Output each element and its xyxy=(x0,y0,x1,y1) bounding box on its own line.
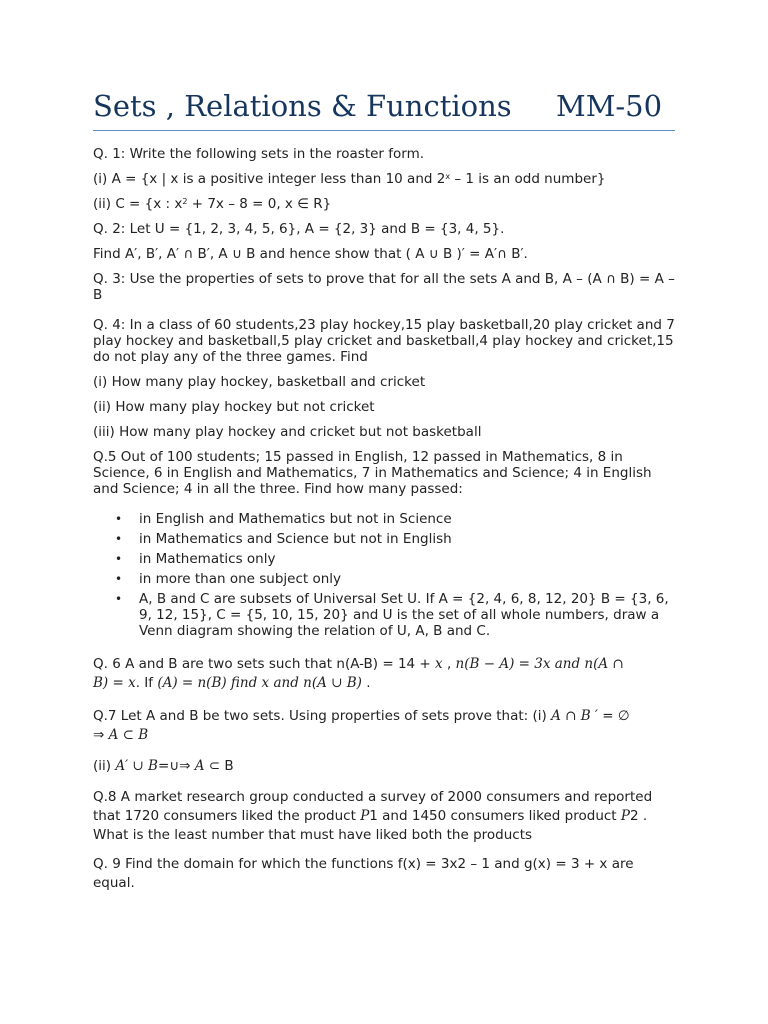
bullet-icon: • xyxy=(115,592,123,606)
q7-math-e: A ⊂ B xyxy=(108,727,149,743)
q7-ii-math-d: A xyxy=(194,758,205,774)
q7-math-b: A ∩ B ′ xyxy=(551,708,598,724)
q1-part-ii xyxy=(93,196,675,212)
q5-bullet-item xyxy=(93,531,675,547)
q7-text xyxy=(93,707,675,745)
q8-math-p1: P xyxy=(360,808,370,824)
q5-prompt: Q.5 Out of 100 students; 15 passed in English, 12 passed in Mathematics, 8 in Science, 6 in English and Mathematics, 7 in Mathematics and Science; 4 in English and Science; 4 in all the three. Find how many passed: xyxy=(93,449,652,497)
q1-i-exponent: x xyxy=(445,172,451,181)
q6-math-x: x xyxy=(435,656,443,672)
q5-bullet-list xyxy=(93,511,675,639)
q5-bullet-text: A, B and C are subsets of Universal Set U. If A = {2, 4, 6, 8, 12, 20} B = {3, 6, 9, 12, 15}, C = {5, 10, 15, 20} and U is the set of all whole numbers, draw a Venn diagram showing the relation of U, A, B and C. xyxy=(139,591,669,639)
q7-ii-part-c: =∪⇒ xyxy=(157,758,195,774)
q8-part-c: 1 and 1450 consumers liked product xyxy=(369,808,621,824)
document-header xyxy=(93,86,675,131)
q5-bullet-text: in Mathematics only xyxy=(139,551,276,567)
q4-part-ii: (ii) How many play hockey but not cricket xyxy=(93,399,375,415)
q5-bullet-item xyxy=(93,551,675,567)
bullet-icon: • xyxy=(115,512,123,526)
q5-bullet-item xyxy=(93,571,675,587)
q1-i-text-end: – 1 is an odd number} xyxy=(450,171,606,187)
q6-text xyxy=(93,655,675,693)
q7-part-a: Q.7 Let A and B be two sets. Using properties of sets prove that: (i) xyxy=(93,708,552,724)
q1-ii-text-end: + 7x – 8 = 0, x ∈ R} xyxy=(187,196,332,212)
q8-math-p2: P xyxy=(620,808,630,824)
q9-text: Q. 9 Find the domain for which the functions f(x) = 3x2 – 1 and g(x) = 3 + x are equal. xyxy=(93,856,634,891)
q7-part-ii xyxy=(93,757,675,776)
q1-prompt: Q. 1: Write the following sets in the roaster form. xyxy=(93,146,425,162)
q4-part-i: (i) How many play hockey, basketball and cricket xyxy=(93,374,426,390)
q7-implies: ⇒ xyxy=(93,727,109,743)
max-marks: MM-50 xyxy=(556,89,663,123)
q6-part-f: . If xyxy=(135,675,158,691)
q1-ii-exponent: 2 xyxy=(182,197,188,206)
q6-math-g: (A) = n(B) find x and n(A ∪ B) xyxy=(157,675,362,691)
q7-ii-part-e: ⊂ B xyxy=(204,758,234,774)
q1-ii-text: (ii) C = {x : x xyxy=(93,196,183,212)
q6-part-a: Q. 6 A and B are two sets such that n(A-B) = 14 + xyxy=(93,656,436,672)
bullet-icon: • xyxy=(115,532,123,546)
q5-bullet-text: in Mathematics and Science but not in English xyxy=(139,531,452,547)
q5-bullet-text: in more than one subject only xyxy=(139,571,342,587)
q7-ii-math-b: A′ ∪ B xyxy=(115,758,158,774)
bullet-icon: • xyxy=(115,552,123,566)
q5-bullet-text: in English and Mathematics but not in Science xyxy=(139,511,452,527)
q5-bullet-item xyxy=(93,511,675,527)
q3-text: Q. 3: Use the properties of sets to prove that for all the sets A and B, A – (A ∩ B) = A – B xyxy=(93,271,675,303)
bullet-icon: • xyxy=(115,572,123,586)
q5-bullet-item xyxy=(93,591,675,639)
q7-part-c: = ∅ xyxy=(598,708,630,724)
q2-line-2: Find A′, B′, A′ ∩ B′, A ∪ B and hence show that ( A ∪ B )′ = A′∩ B′. xyxy=(93,246,528,262)
q2-line-1: Q. 2: Let U = {1, 2, 3, 4, 5, 6}, A = {2, 3} and B = {3, 4, 5}. xyxy=(93,221,505,237)
q7-ii-label: (ii) xyxy=(93,758,116,774)
q1-part-i xyxy=(93,171,675,187)
q6-part-c: , xyxy=(442,656,456,672)
q8-part-a: Q.8 A market research group conducted a survey of 2000 consumers and reported that 1720 consumers liked the product xyxy=(93,789,653,824)
q1-i-text: (i) A = {x | x is a positive integer less than 10 and 2 xyxy=(93,171,446,187)
q8-part-e: 2 . What is the least number that must have liked both the products xyxy=(93,808,648,843)
question-list xyxy=(93,146,675,902)
q8-text xyxy=(93,788,675,845)
q6-math-d: n(B − A) = 3x and n(A ∩ xyxy=(455,656,624,672)
q6-math-e: B) = x xyxy=(93,675,136,691)
page-title: Sets , Relations & Functions xyxy=(93,89,512,123)
q6-part-h: . xyxy=(361,675,371,691)
q4-part-iii: (iii) How many play hockey and cricket but not basketball xyxy=(93,424,482,440)
q4-prompt: Q. 4: In a class of 60 students,23 play hockey,15 play basketball,20 play cricket and 7 play hockey and basketball,5 play cricket and basketball,4 play hockey and cricket,15 do not play any of the three games. Find xyxy=(93,317,675,365)
